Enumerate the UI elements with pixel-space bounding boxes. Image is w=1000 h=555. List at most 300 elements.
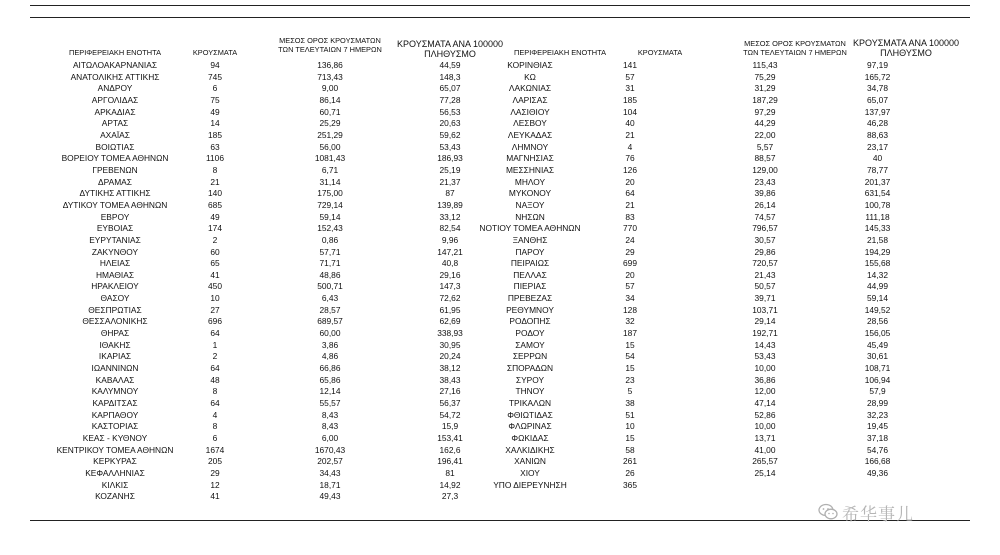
per100k-cell: 72,62 <box>439 293 461 304</box>
table-row <box>500 351 970 363</box>
per100k-cell: 97,19 <box>867 60 888 70</box>
top-rule <box>30 5 970 6</box>
header-avg-line1: ΜΕΣΟΣ ΟΡΟΣ ΚΡΟΥΣΜΑΤΩΝ <box>279 36 381 45</box>
avg-cell: 31,29 <box>754 83 776 94</box>
region-cell: ΠΙΕΡΙΑΣ <box>513 281 547 292</box>
avg-cell: 65,86 <box>319 374 341 385</box>
table-row <box>500 363 970 375</box>
per100k-cell: 34,78 <box>867 83 888 94</box>
avg-cell: 88,57 <box>754 153 776 164</box>
cases-cell: 15 <box>625 339 635 350</box>
per100k-cell: 20,63 <box>439 118 461 129</box>
region-cell: ΚΕΝΤΡΙΚΟΥ ΤΟΜΕΑ ΑΘΗΝΩΝ <box>56 444 174 455</box>
right-table-column <box>479 60 970 491</box>
cases-cell: 21 <box>210 176 220 187</box>
table-row <box>30 421 500 433</box>
per100k-cell: 28,56 <box>867 316 888 327</box>
table-row <box>500 398 970 410</box>
cases-cell: 185 <box>623 94 637 105</box>
per100k-cell: 56,37 <box>439 398 461 409</box>
header-per100k-line1: ΚΡΟΥΣΜΑΤΑ ΑΝΑ 100000 <box>397 39 503 49</box>
region-cell: ΚΑΣΤΟΡΙΑΣ <box>91 421 139 432</box>
table-row <box>493 479 970 492</box>
table-row <box>500 281 970 293</box>
table-row <box>30 281 500 293</box>
cases-cell: 104 <box>623 106 637 117</box>
per100k-cell: 148,3 <box>439 71 461 82</box>
avg-cell: 265,57 <box>752 456 778 467</box>
region-cell: ΠΑΡΟΥ <box>515 246 545 257</box>
region-cell: ΧΙΟΥ <box>520 467 540 478</box>
table-row <box>500 421 970 433</box>
region-cell: ΝΟΤΙΟΥ ΤΟΜΕΑ ΑΘΗΝΩΝ <box>479 223 581 234</box>
avg-cell: 57,71 <box>319 246 341 257</box>
region-cell: ΚΟΡΙΝΘΙΑΣ <box>507 60 553 70</box>
region-cell: ΤΗΝΟΥ <box>515 386 545 397</box>
cases-cell: 745 <box>208 71 222 82</box>
avg-cell: 60,71 <box>319 106 341 117</box>
avg-cell: 56,00 <box>319 141 341 152</box>
avg-cell: 22,00 <box>754 129 776 140</box>
table-row <box>30 456 500 468</box>
per100k-cell: 40,8 <box>441 258 459 269</box>
header-avg-line2: ΤΩΝ ΤΕΛΕΥΤΑΙΩΝ 7 ΗΜΕΡΩΝ <box>743 48 847 57</box>
table-row <box>30 293 500 305</box>
per100k-cell: 88,63 <box>867 129 888 140</box>
per100k-cell: 162,6 <box>439 444 461 455</box>
per100k-cell: 45,49 <box>867 339 888 350</box>
table-row <box>500 410 970 422</box>
cases-cell: 54 <box>625 351 635 362</box>
cases-cell: 699 <box>623 258 637 269</box>
table-row <box>30 258 500 270</box>
avg-cell: 136,86 <box>317 60 343 70</box>
region-cell: ΓΡΕΒΕΝΩΝ <box>92 164 138 175</box>
per100k-cell: 106,94 <box>864 374 891 385</box>
region-cell: ΘΕΣΠΡΩΤΙΑΣ <box>88 304 142 315</box>
cases-cell: 10 <box>210 293 220 304</box>
header-per100k-right <box>842 38 970 58</box>
region-cell: ΔΥΤΙΚΟΥ ΤΟΜΕΑ ΑΘΗΝΩΝ <box>62 199 168 210</box>
cases-cell: 4 <box>627 141 633 152</box>
table-row <box>30 375 500 387</box>
table-row <box>30 247 500 259</box>
region-cell: ΦΩΚΙΔΑΣ <box>511 433 549 443</box>
region-cell: ΚΙΛΚΙΣ <box>101 479 129 490</box>
region-cell: ΡΟΔΟΠΗΣ <box>509 316 551 327</box>
per100k-cell: 155,68 <box>864 258 891 269</box>
per100k-cell: 186,93 <box>437 153 463 164</box>
avg-cell: 1081,43 <box>314 153 346 164</box>
region-cell: ΧΑΝΙΩΝ <box>514 456 546 467</box>
avg-cell: 29,86 <box>754 246 776 257</box>
region-cell: ΜΕΣΣΗΝΙΑΣ <box>505 164 555 175</box>
cases-cell: 26 <box>625 467 635 478</box>
table-row <box>500 456 970 468</box>
per100k-cell: 38,12 <box>439 363 461 374</box>
per100k-cell: 631,54 <box>864 188 891 199</box>
header-cases-left: ΚΡΟΥΣΜΑΤΑ <box>192 48 238 57</box>
table-row <box>30 433 500 445</box>
per100k-cell: 28,99 <box>867 398 888 409</box>
table-row <box>30 188 500 200</box>
region-cell: ΕΥΡΥΤΑΝΙΑΣ <box>89 234 141 245</box>
cases-cell: 48 <box>210 374 220 385</box>
per100k-cell: 338,93 <box>437 328 463 339</box>
table-row <box>500 305 970 317</box>
per100k-cell: 33,12 <box>439 211 461 222</box>
avg-cell: 36,86 <box>754 374 776 385</box>
avg-cell: 86,14 <box>319 94 341 105</box>
per100k-cell: 65,07 <box>439 83 461 94</box>
per100k-cell: 61,95 <box>439 304 461 315</box>
region-cell: ΚΕΑΣ - ΚΥΘΝΟΥ <box>82 433 148 443</box>
avg-cell: 23,43 <box>754 176 776 187</box>
per100k-cell: 21,58 <box>867 234 888 245</box>
cases-cell: 76 <box>625 153 635 164</box>
cases-cell: 64 <box>210 363 220 374</box>
table-row <box>30 165 500 177</box>
region-cell: ΘΕΣΣΑΛΟΝΙΚΗΣ <box>82 316 148 327</box>
table-row <box>500 468 970 480</box>
table-row <box>30 445 500 457</box>
avg-cell: 500,71 <box>317 281 343 292</box>
per100k-cell: 153,41 <box>437 433 463 443</box>
avg-cell: 729,14 <box>317 199 343 210</box>
per100k-cell: 23,17 <box>867 141 888 152</box>
region-cell: ΚΑΡΠΑΘΟΥ <box>91 409 139 420</box>
table-row <box>500 165 970 177</box>
cases-cell: 75 <box>210 94 220 105</box>
table-row <box>500 142 970 154</box>
region-cell: ΕΥΒΟΙΑΣ <box>96 223 134 234</box>
per100k-cell: 30,95 <box>439 339 461 350</box>
cases-cell: 60 <box>210 246 220 257</box>
avg-cell: 720,57 <box>752 258 778 269</box>
region-cell: ΡΟΔΟΥ <box>515 328 545 339</box>
table-row <box>500 200 970 212</box>
region-cell: ΧΑΛΚΙΔΙΚΗΣ <box>505 444 555 455</box>
per100k-cell: 19,45 <box>867 421 888 432</box>
avg-cell: 0,86 <box>321 234 339 245</box>
avg-cell: 44,29 <box>754 118 776 129</box>
avg-cell: 28,57 <box>319 304 341 315</box>
per100k-cell: 30,61 <box>867 351 888 362</box>
cases-cell: 15 <box>625 433 635 443</box>
table-row <box>30 468 500 480</box>
region-cell: ΙΩΑΝΝΙΝΩΝ <box>91 363 139 374</box>
table-row <box>30 200 500 212</box>
avg-cell: 1670,43 <box>314 444 346 455</box>
table-row <box>500 270 970 282</box>
per100k-cell: 147,21 <box>437 246 463 257</box>
region-cell: ΕΒΡΟΥ <box>100 211 130 222</box>
cases-cell: 24 <box>625 234 635 245</box>
per100k-cell: 62,69 <box>439 316 461 327</box>
region-cell: ΔΥΤΙΚΗΣ ΑΤΤΙΚΗΣ <box>79 188 151 199</box>
per100k-cell: 46,28 <box>867 118 888 129</box>
region-cell: ΘΑΣΟΥ <box>100 293 130 304</box>
avg-cell: 48,86 <box>319 269 341 280</box>
avg-cell: 187,29 <box>752 94 778 105</box>
avg-cell: 41,00 <box>754 444 776 455</box>
region-cell: ΙΘΑΚΗΣ <box>99 339 131 350</box>
table-header <box>30 36 970 60</box>
table-row <box>30 351 500 363</box>
table-row <box>30 223 500 235</box>
cases-cell: 1106 <box>205 153 224 164</box>
per100k-cell: 194,29 <box>864 246 891 257</box>
cases-cell: 140 <box>208 188 222 199</box>
cases-cell: 32 <box>625 316 635 327</box>
cases-cell: 34 <box>625 293 635 304</box>
per100k-cell: 15,9 <box>441 421 459 432</box>
per100k-cell: 37,18 <box>867 433 888 443</box>
cases-cell: 696 <box>208 316 222 327</box>
cases-cell: 29 <box>210 467 220 478</box>
header-avg-line2: ΤΩΝ ΤΕΛΕΥΤΑΙΩΝ 7 ΗΜΕΡΩΝ <box>278 45 382 54</box>
per100k-cell: 108,71 <box>864 363 891 374</box>
cases-cell: 41 <box>210 491 220 502</box>
cases-cell: 40 <box>625 118 635 129</box>
region-cell: ΛΑΡΙΣΑΣ <box>512 94 548 105</box>
table-row <box>500 258 970 270</box>
region-cell: ΣΠΟΡΑΔΩΝ <box>506 363 554 374</box>
avg-cell: 10,00 <box>754 363 776 374</box>
cases-cell: 126 <box>623 164 637 175</box>
header-per100k-line1: ΚΡΟΥΣΜΑΤΑ ΑΝΑ 100000 <box>853 38 959 48</box>
table-row <box>30 95 500 107</box>
region-cell: ΜΗΛΟΥ <box>514 176 546 187</box>
avg-cell: 10,00 <box>754 421 776 432</box>
watermark-text: 希华事儿 <box>842 504 914 525</box>
region-cell: ΡΕΘΥΜΝΟΥ <box>506 304 554 315</box>
table-row <box>500 235 970 247</box>
cases-cell: 685 <box>208 199 222 210</box>
table-row <box>500 95 970 107</box>
per100k-cell: 54,72 <box>439 409 461 420</box>
table-row <box>30 410 500 422</box>
cases-cell: 20 <box>625 269 635 280</box>
avg-cell: 13,71 <box>754 433 776 443</box>
region-cell: ΙΚΑΡΙΑΣ <box>98 351 132 362</box>
region-cell: ΚΑΡΔΙΤΣΑΣ <box>92 398 138 409</box>
table-row <box>30 118 500 130</box>
avg-cell: 59,14 <box>319 211 341 222</box>
cases-cell: 83 <box>625 211 635 222</box>
per100k-cell: 165,72 <box>864 71 891 82</box>
cases-cell: 6 <box>212 433 218 443</box>
table-row <box>30 363 500 375</box>
table-row <box>500 153 970 165</box>
table-row <box>500 130 970 142</box>
per100k-cell: 14,32 <box>867 269 888 280</box>
cases-cell: 63 <box>210 141 220 152</box>
region-cell: ΣΑΜΟΥ <box>515 339 545 350</box>
region-cell: ΑΧΑΪΑΣ <box>100 129 130 140</box>
cases-cell: 205 <box>208 456 222 467</box>
cases-cell: 49 <box>210 211 220 222</box>
header-avg-line1: ΜΕΣΟΣ ΟΡΟΣ ΚΡΟΥΣΜΑΤΩΝ <box>744 39 846 48</box>
region-cell: ΖΑΚΥΝΘΟΥ <box>91 246 139 257</box>
region-cell: ΚΕΦΑΛΛΗΝΙΑΣ <box>85 467 145 478</box>
cases-cell: 770 <box>623 223 637 234</box>
table-row <box>30 386 500 398</box>
region-cell: ΒΟΙΩΤΙΑΣ <box>95 141 135 152</box>
cases-cell: 29 <box>625 246 635 257</box>
table-row <box>30 60 500 72</box>
avg-cell: 50,57 <box>754 281 776 292</box>
cases-cell: 8 <box>212 164 218 175</box>
table-row <box>30 316 500 328</box>
per100k-cell: 139,89 <box>437 199 463 210</box>
region-cell: ΚΩ <box>524 71 536 82</box>
region-cell: ΦΘΙΩΤΙΔΑΣ <box>507 409 553 420</box>
avg-cell: 6,43 <box>321 293 339 304</box>
region-cell: ΛΑΣΙΘΙΟΥ <box>510 106 550 117</box>
avg-cell: 97,29 <box>754 106 776 117</box>
table-row <box>500 83 970 95</box>
cases-cell: 185 <box>208 129 222 140</box>
cases-cell: 64 <box>625 188 635 199</box>
avg-cell: 796,57 <box>752 223 778 234</box>
cases-cell: 261 <box>623 456 637 467</box>
avg-cell: 60,00 <box>319 328 341 339</box>
table-row <box>500 445 970 457</box>
cases-cell: 57 <box>625 281 635 292</box>
region-cell: ΞΑΝΘΗΣ <box>512 234 548 245</box>
table-row <box>30 142 500 154</box>
per100k-cell: 78,77 <box>867 164 888 175</box>
per100k-cell: 44,99 <box>867 281 888 292</box>
table-row <box>30 72 500 84</box>
avg-cell: 55,57 <box>319 398 341 409</box>
avg-cell: 175,00 <box>317 188 343 199</box>
region-cell: ΠΕΙΡΑΙΩΣ <box>510 258 550 269</box>
table-row <box>30 212 500 224</box>
cases-cell: 10 <box>625 421 635 432</box>
table-row <box>30 398 500 410</box>
per100k-cell: 49,36 <box>867 467 888 478</box>
table-row <box>500 60 970 72</box>
avg-cell: 21,43 <box>754 269 776 280</box>
table-row <box>30 340 500 352</box>
avg-cell: 26,14 <box>754 199 776 210</box>
avg-cell: 9,00 <box>321 83 339 94</box>
region-cell: ΛΑΚΩΝΙΑΣ <box>508 83 552 94</box>
table-row <box>30 153 500 165</box>
per100k-cell: 156,05 <box>864 328 891 339</box>
cases-cell: 15 <box>625 363 635 374</box>
avg-cell: 251,29 <box>317 129 343 140</box>
per100k-cell: 77,28 <box>439 94 461 105</box>
avg-cell: 4,86 <box>321 351 339 362</box>
region-cell: ΥΠΟ ΔΙΕΡΕΥΝΗΣΗ <box>493 479 567 490</box>
cases-cell: 27 <box>210 304 220 315</box>
avg-cell: 39,86 <box>754 188 776 199</box>
per100k-cell: 21,37 <box>439 176 461 187</box>
avg-cell: 18,71 <box>319 479 341 490</box>
cases-cell: 64 <box>210 398 220 409</box>
region-cell: ΑΡΤΑΣ <box>101 118 129 129</box>
per100k-cell: 145,33 <box>864 223 891 234</box>
per100k-cell: 137,97 <box>864 106 891 117</box>
per100k-cell: 40 <box>872 153 883 164</box>
avg-cell: 29,14 <box>754 316 776 327</box>
avg-cell: 129,00 <box>752 164 778 175</box>
left-table-column <box>30 60 500 503</box>
cases-cell: 64 <box>210 328 220 339</box>
per100k-cell: 25,19 <box>439 164 461 175</box>
table-row <box>30 235 500 247</box>
per100k-cell: 44,59 <box>439 60 461 70</box>
avg-cell: 31,14 <box>319 176 341 187</box>
region-cell: ΦΛΩΡΙΝΑΣ <box>508 421 552 432</box>
cases-cell: 41 <box>210 269 220 280</box>
region-cell: ΗΡΑΚΛΕΙΟΥ <box>91 281 139 292</box>
avg-cell: 689,57 <box>317 316 343 327</box>
per100k-cell: 149,52 <box>864 304 891 315</box>
avg-cell: 8,43 <box>321 409 339 420</box>
per100k-cell: 111,18 <box>865 211 890 222</box>
cases-cell: 187 <box>623 328 637 339</box>
region-cell: ΛΕΥΚΑΔΑΣ <box>507 129 553 140</box>
cases-cell: 141 <box>623 60 637 70</box>
table-row <box>500 293 970 305</box>
avg-cell: 12,14 <box>319 386 341 397</box>
header-per100k-line2: ΠΛΗΘΥΣΜΟ <box>880 48 932 58</box>
avg-cell: 34,43 <box>319 467 341 478</box>
table-row <box>30 270 500 282</box>
region-cell: ΔΡΑΜΑΣ <box>98 176 132 187</box>
per100k-cell: 54,76 <box>867 444 888 455</box>
avg-cell: 25,14 <box>754 467 776 478</box>
per100k-cell: 87 <box>445 188 455 199</box>
header-per100k-line2: ΠΛΗΘΥΣΜΟ <box>424 49 476 59</box>
cases-cell: 57 <box>625 71 635 82</box>
avg-cell: 6,00 <box>321 433 339 443</box>
per100k-cell: 27,3 <box>441 491 459 502</box>
per100k-cell: 53,43 <box>439 141 461 152</box>
avg-cell: 8,43 <box>321 421 339 432</box>
region-cell: ΣΥΡΟΥ <box>515 374 545 385</box>
region-cell: ΑΡΚΑΔΙΑΣ <box>94 106 136 117</box>
region-cell: ΑΝΔΡΟΥ <box>97 83 133 94</box>
top-rule-secondary <box>30 17 970 18</box>
header-avg-left <box>260 36 400 54</box>
avg-cell: 14,43 <box>754 339 776 350</box>
region-cell: ΑΙΤΩΛΟΑΚΑΡΝΑΝΙΑΣ <box>72 60 158 70</box>
per100k-cell: 38,43 <box>439 374 461 385</box>
avg-cell: 5,57 <box>756 141 774 152</box>
table-row <box>500 177 970 189</box>
per100k-cell: 166,68 <box>864 456 891 467</box>
avg-cell: 71,71 <box>319 258 341 269</box>
avg-cell: 39,71 <box>754 293 776 304</box>
table-row <box>479 223 970 235</box>
region-cell: ΗΜΑΘΙΑΣ <box>95 269 135 280</box>
region-cell: ΛΗΜΝΟΥ <box>511 141 549 152</box>
cases-cell: 8 <box>212 386 218 397</box>
region-cell: ΝΗΣΩΝ <box>515 211 545 222</box>
cases-cell: 1 <box>212 339 218 350</box>
avg-cell: 30,57 <box>754 234 776 245</box>
watermark <box>818 500 968 524</box>
region-cell: ΝΑΞΟΥ <box>515 199 545 210</box>
cases-cell: 6 <box>212 83 218 94</box>
region-cell: ΛΕΣΒΟΥ <box>513 118 547 129</box>
table-row <box>500 340 970 352</box>
